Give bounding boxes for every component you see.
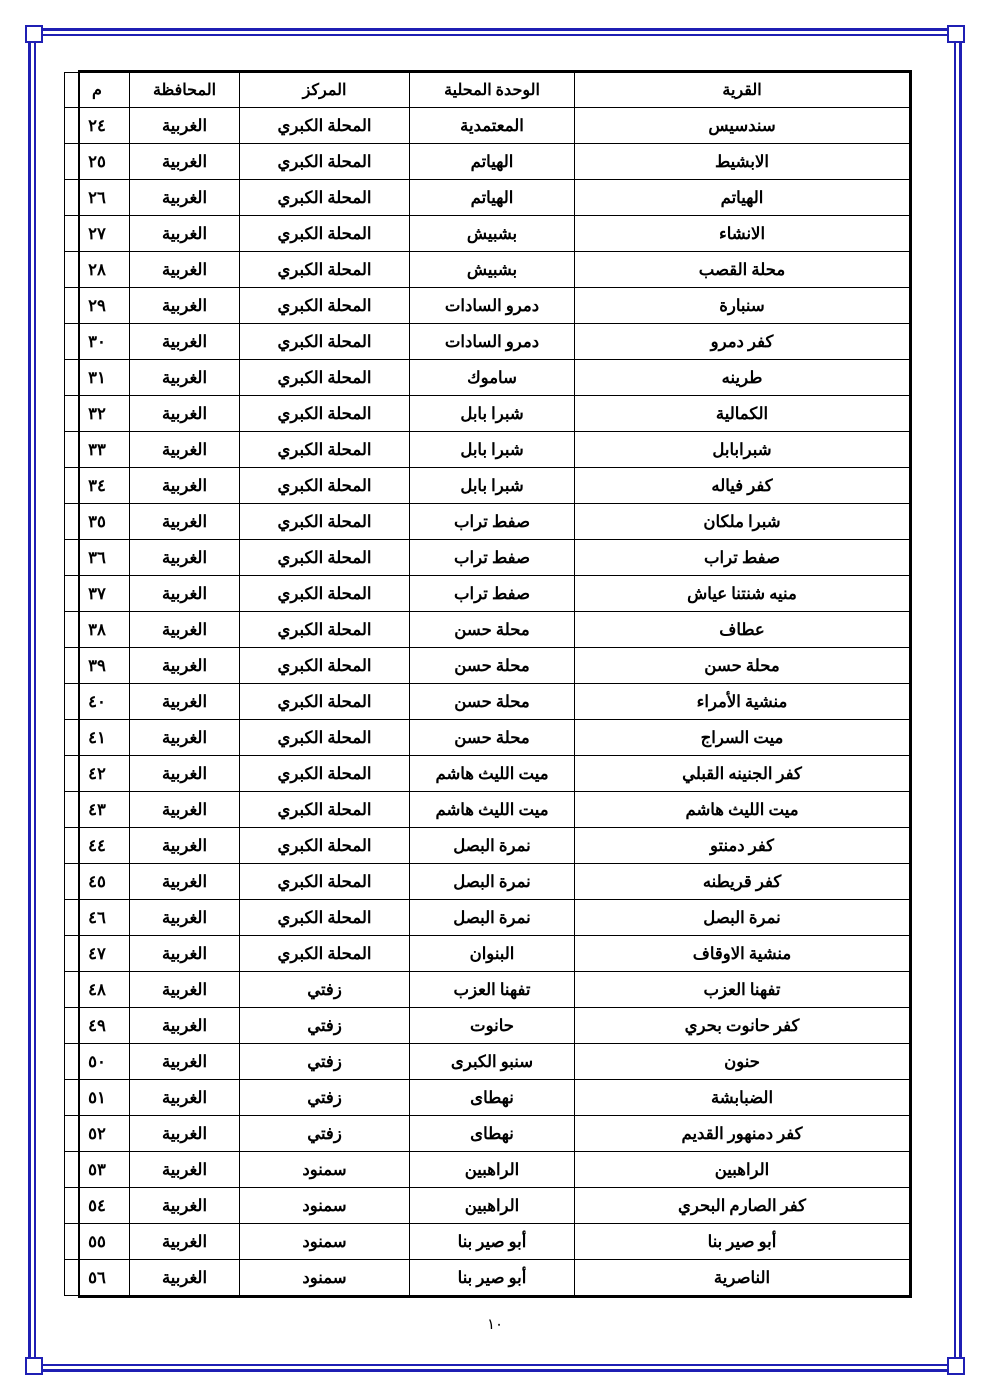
cell-local-unit: أبو صير بنا: [410, 1224, 575, 1260]
cell-local-unit: بشبيش: [410, 216, 575, 252]
cell-village: الراهبين: [575, 1152, 910, 1188]
cell-markaz: زفتي: [240, 1080, 410, 1116]
cell-local-unit: محلة حسن: [410, 612, 575, 648]
cell-local-unit: صفط تراب: [410, 576, 575, 612]
cell-governorate: الغربية: [130, 360, 240, 396]
cell-serial: ٥٢: [65, 1116, 130, 1152]
cell-markaz: المحلة الكبري: [240, 216, 410, 252]
table-row: [65, 792, 910, 828]
cell-village: شبرا ملكان: [575, 504, 910, 540]
cell-local-unit: نهطاى: [410, 1116, 575, 1152]
cell-local-unit: شبرا بابل: [410, 468, 575, 504]
table-row: [65, 720, 910, 756]
cell-local-unit: صفط تراب: [410, 504, 575, 540]
table-row: [65, 504, 910, 540]
cell-serial: ٣٥: [65, 504, 130, 540]
cell-markaz: المحلة الكبري: [240, 504, 410, 540]
cell-village: نمرة البصل: [575, 900, 910, 936]
table-row: [65, 144, 910, 180]
table-row: [65, 108, 910, 144]
cell-governorate: الغربية: [130, 1260, 240, 1296]
cell-village: ميت السراج: [575, 720, 910, 756]
table-row: [65, 396, 910, 432]
cell-local-unit: سنبو الكبرى: [410, 1044, 575, 1080]
cell-serial: ٤٩: [65, 1008, 130, 1044]
cell-governorate: الغربية: [130, 972, 240, 1008]
cell-village: الابشيط: [575, 144, 910, 180]
cell-governorate: الغربية: [130, 828, 240, 864]
cell-serial: ٥٠: [65, 1044, 130, 1080]
cell-governorate: الغربية: [130, 1224, 240, 1260]
cell-village: الكمالية: [575, 396, 910, 432]
cell-governorate: الغربية: [130, 720, 240, 756]
table-row: [65, 540, 910, 576]
table-row: [65, 1116, 910, 1152]
cell-markaz: المحلة الكبري: [240, 396, 410, 432]
cell-village: ميت الليث هاشم: [575, 792, 910, 828]
cell-markaz: المحلة الكبري: [240, 684, 410, 720]
cell-serial: ٤٦: [65, 900, 130, 936]
cell-markaz: سمنود: [240, 1260, 410, 1296]
table-row: [65, 972, 910, 1008]
cell-local-unit: البنوان: [410, 936, 575, 972]
column-header-local-unit: الوحدة المحلية: [410, 73, 575, 108]
cell-markaz: المحلة الكبري: [240, 612, 410, 648]
table-row: [65, 900, 910, 936]
cell-serial: ٣١: [65, 360, 130, 396]
column-header-village: القرية: [575, 73, 910, 108]
cell-serial: ٢٧: [65, 216, 130, 252]
cell-village: كفر دمنهور القديم: [575, 1116, 910, 1152]
table-row: [65, 360, 910, 396]
cell-village: تفهنا العزب: [575, 972, 910, 1008]
cell-village: سنبارة: [575, 288, 910, 324]
cell-serial: ٣٢: [65, 396, 130, 432]
corner-ornament-bottom-left: [25, 1357, 43, 1375]
cell-local-unit: شبرا بابل: [410, 432, 575, 468]
cell-village: كفر قريطنه: [575, 864, 910, 900]
cell-markaz: المحلة الكبري: [240, 432, 410, 468]
cell-serial: ٤٢: [65, 756, 130, 792]
table-row: [65, 648, 910, 684]
cell-markaz: المحلة الكبري: [240, 108, 410, 144]
cell-markaz: المحلة الكبري: [240, 324, 410, 360]
cell-serial: ٣٣: [65, 432, 130, 468]
cell-markaz: المحلة الكبري: [240, 540, 410, 576]
cell-governorate: الغربية: [130, 432, 240, 468]
cell-governorate: الغربية: [130, 216, 240, 252]
cell-governorate: الغربية: [130, 468, 240, 504]
table-row: [65, 1044, 910, 1080]
cell-markaz: زفتي: [240, 1008, 410, 1044]
cell-governorate: الغربية: [130, 936, 240, 972]
cell-serial: ٢٩: [65, 288, 130, 324]
cell-local-unit: حانوت: [410, 1008, 575, 1044]
cell-local-unit: الهياتم: [410, 144, 575, 180]
cell-village: كفر الصارم البحري: [575, 1188, 910, 1224]
table-row: [65, 1080, 910, 1116]
cell-local-unit: دمرو السادات: [410, 324, 575, 360]
cell-governorate: الغربية: [130, 144, 240, 180]
table-row: [65, 1008, 910, 1044]
cell-markaz: المحلة الكبري: [240, 144, 410, 180]
cell-markaz: المحلة الكبري: [240, 648, 410, 684]
cell-local-unit: ميت الليث هاشم: [410, 756, 575, 792]
cell-markaz: المحلة الكبري: [240, 720, 410, 756]
cell-village: صفط تراب: [575, 540, 910, 576]
cell-serial: ٥٦: [65, 1260, 130, 1296]
cell-village: منشية الاوقاف: [575, 936, 910, 972]
cell-markaz: زفتي: [240, 1116, 410, 1152]
cell-serial: ٣٤: [65, 468, 130, 504]
cell-governorate: الغربية: [130, 1188, 240, 1224]
cell-markaz: زفتي: [240, 1044, 410, 1080]
page-content: [70, 70, 920, 1340]
cell-village: حنون: [575, 1044, 910, 1080]
cell-markaz: المحلة الكبري: [240, 864, 410, 900]
table-header-row: [65, 73, 910, 108]
villages-table: [64, 72, 910, 1296]
cell-governorate: الغربية: [130, 1044, 240, 1080]
cell-governorate: الغربية: [130, 864, 240, 900]
cell-governorate: الغربية: [130, 900, 240, 936]
cell-governorate: الغربية: [130, 108, 240, 144]
cell-serial: ٣٧: [65, 576, 130, 612]
cell-markaz: المحلة الكبري: [240, 900, 410, 936]
cell-governorate: الغربية: [130, 252, 240, 288]
cell-governorate: الغربية: [130, 396, 240, 432]
cell-markaz: المحلة الكبري: [240, 180, 410, 216]
cell-governorate: الغربية: [130, 324, 240, 360]
table-row: [65, 828, 910, 864]
cell-village: محلة حسن: [575, 648, 910, 684]
cell-markaz: سمنود: [240, 1188, 410, 1224]
cell-markaz: المحلة الكبري: [240, 756, 410, 792]
cell-serial: ٥٥: [65, 1224, 130, 1260]
cell-local-unit: الراهبين: [410, 1188, 575, 1224]
cell-local-unit: المعتمدية: [410, 108, 575, 144]
cell-serial: ٣٨: [65, 612, 130, 648]
cell-local-unit: ساموك: [410, 360, 575, 396]
cell-governorate: الغربية: [130, 1008, 240, 1044]
cell-village: الهياتم: [575, 180, 910, 216]
table-row: [65, 288, 910, 324]
cell-local-unit: الهياتم: [410, 180, 575, 216]
column-header-governorate: المحافظة: [130, 73, 240, 108]
cell-village: الضبابشة: [575, 1080, 910, 1116]
table-header: [65, 73, 910, 108]
cell-markaz: زفتي: [240, 972, 410, 1008]
cell-local-unit: دمرو السادات: [410, 288, 575, 324]
table-row: [65, 576, 910, 612]
table-row: [65, 684, 910, 720]
cell-serial: ٤٥: [65, 864, 130, 900]
cell-governorate: الغربية: [130, 576, 240, 612]
table-row: [65, 1224, 910, 1260]
cell-village: شبرابابل: [575, 432, 910, 468]
cell-serial: ٤٧: [65, 936, 130, 972]
cell-village: طرينه: [575, 360, 910, 396]
cell-serial: ٢٥: [65, 144, 130, 180]
cell-governorate: الغربية: [130, 288, 240, 324]
table-row: [65, 324, 910, 360]
table-row: [65, 612, 910, 648]
table-row: [65, 1152, 910, 1188]
cell-serial: ٢٤: [65, 108, 130, 144]
cell-serial: ٢٨: [65, 252, 130, 288]
cell-governorate: الغربية: [130, 648, 240, 684]
cell-serial: ٥٤: [65, 1188, 130, 1224]
cell-local-unit: نمرة البصل: [410, 864, 575, 900]
table-row: [65, 756, 910, 792]
cell-local-unit: ميت الليث هاشم: [410, 792, 575, 828]
column-header-markaz: المركز: [240, 73, 410, 108]
cell-markaz: المحلة الكبري: [240, 792, 410, 828]
cell-serial: ٣٠: [65, 324, 130, 360]
corner-ornament-top-right: [947, 25, 965, 43]
table-row: [65, 468, 910, 504]
cell-serial: ٤٤: [65, 828, 130, 864]
table-row: [65, 936, 910, 972]
cell-governorate: الغربية: [130, 756, 240, 792]
cell-local-unit: نمرة البصل: [410, 900, 575, 936]
cell-markaz: المحلة الكبري: [240, 288, 410, 324]
cell-governorate: الغربية: [130, 180, 240, 216]
cell-governorate: الغربية: [130, 612, 240, 648]
cell-village: منشية الأمراء: [575, 684, 910, 720]
cell-village: كفر دمنتو: [575, 828, 910, 864]
cell-serial: ٣٩: [65, 648, 130, 684]
cell-local-unit: أبو صير بنا: [410, 1260, 575, 1296]
cell-serial: ٥١: [65, 1080, 130, 1116]
table-row: [65, 1260, 910, 1296]
cell-local-unit: نمرة البصل: [410, 828, 575, 864]
table-row: [65, 180, 910, 216]
cell-serial: ٤٨: [65, 972, 130, 1008]
column-header-serial: م: [65, 73, 130, 108]
table-row: [65, 432, 910, 468]
cell-village: كفر الجنينه القبلي: [575, 756, 910, 792]
cell-governorate: الغربية: [130, 504, 240, 540]
corner-ornament-bottom-right: [947, 1357, 965, 1375]
cell-governorate: الغربية: [130, 1080, 240, 1116]
table-row: [65, 252, 910, 288]
cell-local-unit: محلة حسن: [410, 648, 575, 684]
cell-governorate: الغربية: [130, 540, 240, 576]
table-frame: [78, 70, 912, 1298]
cell-serial: ٤٣: [65, 792, 130, 828]
cell-serial: ٣٦: [65, 540, 130, 576]
cell-serial: ٥٣: [65, 1152, 130, 1188]
table-body: [65, 108, 910, 1296]
corner-ornament-top-left: [25, 25, 43, 43]
cell-markaz: المحلة الكبري: [240, 252, 410, 288]
cell-markaz: المحلة الكبري: [240, 360, 410, 396]
cell-local-unit: محلة حسن: [410, 684, 575, 720]
cell-governorate: الغربية: [130, 684, 240, 720]
cell-markaz: سمنود: [240, 1152, 410, 1188]
cell-village: كفر فياله: [575, 468, 910, 504]
cell-local-unit: شبرا بابل: [410, 396, 575, 432]
cell-serial: ٤١: [65, 720, 130, 756]
cell-local-unit: بشبيش: [410, 252, 575, 288]
cell-governorate: الغربية: [130, 792, 240, 828]
table-row: [65, 1188, 910, 1224]
cell-village: الانشاء: [575, 216, 910, 252]
cell-markaz: المحلة الكبري: [240, 576, 410, 612]
cell-local-unit: تفهنا العزب: [410, 972, 575, 1008]
cell-village: سندسيس: [575, 108, 910, 144]
table-row: [65, 864, 910, 900]
cell-village: كفر دمرو: [575, 324, 910, 360]
cell-local-unit: صفط تراب: [410, 540, 575, 576]
cell-markaz: المحلة الكبري: [240, 828, 410, 864]
cell-village: عطاف: [575, 612, 910, 648]
cell-local-unit: محلة حسن: [410, 720, 575, 756]
table-row: [65, 216, 910, 252]
cell-governorate: الغربية: [130, 1152, 240, 1188]
cell-markaz: سمنود: [240, 1224, 410, 1260]
cell-governorate: الغربية: [130, 1116, 240, 1152]
cell-local-unit: نهطاى: [410, 1080, 575, 1116]
cell-local-unit: الراهبين: [410, 1152, 575, 1188]
cell-village: كفر حانوت بحري: [575, 1008, 910, 1044]
page-number: ١٠: [486, 1317, 504, 1333]
cell-markaz: المحلة الكبري: [240, 468, 410, 504]
cell-village: الناصرية: [575, 1260, 910, 1296]
cell-markaz: المحلة الكبري: [240, 936, 410, 972]
cell-serial: ٤٠: [65, 684, 130, 720]
cell-serial: ٢٦: [65, 180, 130, 216]
cell-village: منيه شنتنا عياش: [575, 576, 910, 612]
cell-village: محلة القصب: [575, 252, 910, 288]
cell-village: أبو صير بنا: [575, 1224, 910, 1260]
